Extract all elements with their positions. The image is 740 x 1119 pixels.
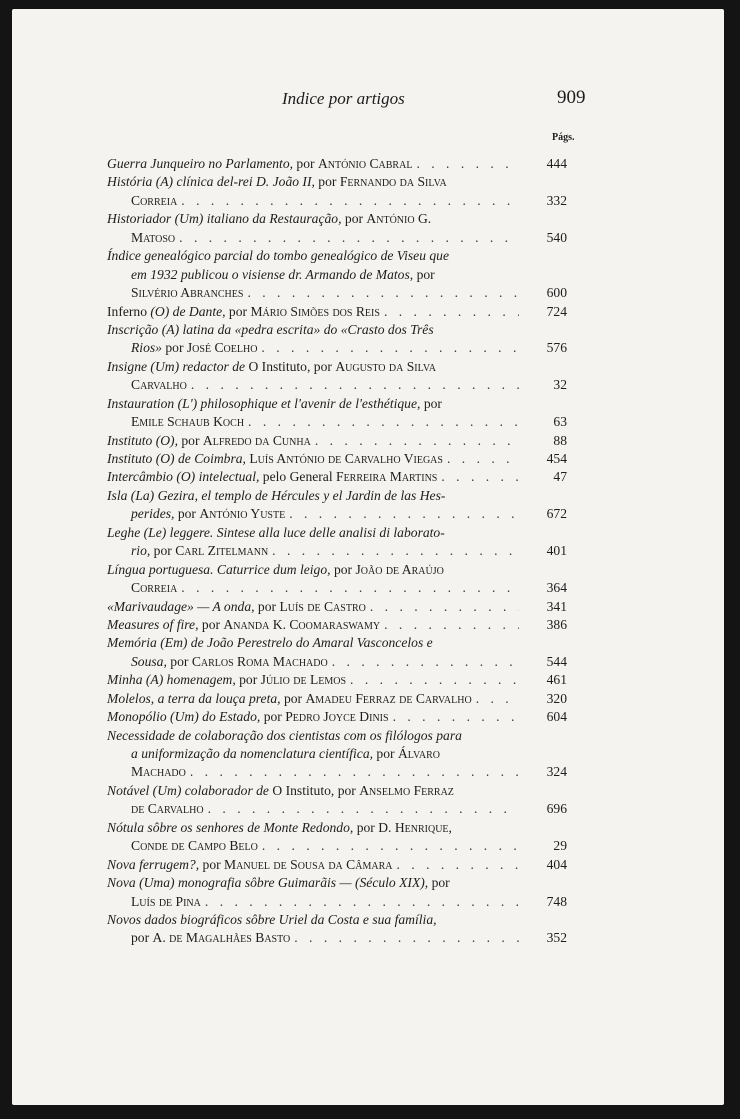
entry-text-segment: José Coelho bbox=[186, 340, 258, 356]
entry-text-segment: por bbox=[254, 598, 280, 614]
leader-dots bbox=[294, 929, 519, 947]
entry-text-segment: Machado bbox=[131, 764, 186, 780]
index-entry bbox=[107, 819, 567, 856]
entry-text-segment: em 1932 publicou o visiense dr. Armando de Matos, bbox=[131, 266, 414, 282]
entry-text bbox=[131, 284, 243, 302]
entry-text bbox=[107, 671, 346, 689]
leader-dots bbox=[315, 432, 519, 450]
entry-page-number: 600 bbox=[546, 285, 567, 301]
entry-line bbox=[107, 524, 567, 542]
entry-text-segment: por bbox=[174, 506, 200, 522]
leader-dots bbox=[396, 856, 519, 874]
entry-text-segment: Carlos Roma Machado bbox=[191, 653, 328, 669]
entry-text-segment: António Cabral bbox=[317, 156, 413, 171]
index-entry bbox=[107, 708, 567, 726]
entry-text-segment: por bbox=[177, 432, 203, 448]
entry-line bbox=[107, 395, 567, 413]
entry-text-segment: por bbox=[260, 709, 286, 725]
leader-dots bbox=[384, 616, 519, 634]
index-entry bbox=[107, 210, 567, 247]
entry-text-segment: Ananda K. Coomaraswamy bbox=[223, 616, 381, 632]
entry-text-segment: por bbox=[198, 616, 224, 632]
index-entry bbox=[107, 874, 567, 911]
entry-text bbox=[107, 562, 444, 577]
entry-page-number: 540 bbox=[546, 229, 567, 245]
leader-dots bbox=[208, 800, 519, 818]
entry-text bbox=[107, 616, 380, 634]
running-header bbox=[12, 89, 724, 119]
entry-line bbox=[107, 173, 567, 191]
entry-line bbox=[107, 155, 567, 173]
entry-text bbox=[107, 248, 449, 263]
entry-line bbox=[107, 561, 567, 579]
entry-text bbox=[131, 267, 435, 282]
entry-line bbox=[107, 321, 567, 339]
entry-line bbox=[107, 893, 567, 911]
entry-page-number: 324 bbox=[546, 764, 567, 780]
entry-text-segment: Língua portuguesa. Caturrice dum leigo, bbox=[107, 561, 331, 577]
leader-dots bbox=[179, 229, 519, 247]
entry-text-segment: Memória (Em) de João Perestrelo do Amaral Vasconcelos e bbox=[107, 635, 433, 651]
entry-line bbox=[107, 542, 567, 560]
entry-page-number: 404 bbox=[546, 856, 567, 872]
entry-text-segment: pelo General bbox=[259, 469, 337, 485]
entry-text-segment: Ferreira Martins bbox=[336, 469, 438, 485]
entry-text-segment: por bbox=[420, 395, 442, 411]
leader-dots bbox=[332, 653, 519, 671]
entry-text bbox=[107, 488, 445, 503]
leader-dots bbox=[272, 542, 519, 560]
leader-dots bbox=[384, 303, 519, 321]
entry-text-segment: Rios» bbox=[131, 340, 162, 356]
entry-text-segment: Matoso bbox=[131, 229, 176, 245]
entry-text bbox=[131, 653, 328, 671]
entry-page-number: 604 bbox=[546, 709, 567, 725]
entry-line bbox=[107, 450, 567, 468]
entry-text-segment: de Carvalho bbox=[131, 801, 204, 817]
entry-text-segment: por bbox=[280, 690, 306, 706]
entry-text-segment: Notável (Um) colaborador de bbox=[107, 782, 273, 798]
entry-text bbox=[131, 542, 268, 560]
index-entry bbox=[107, 487, 567, 524]
entry-text-segment: a uniformização da nomenclatura científica, bbox=[131, 746, 374, 761]
index-entry bbox=[107, 321, 567, 358]
entry-text-segment: Inferno bbox=[107, 303, 151, 319]
entry-text-segment: João de Araújo bbox=[355, 561, 444, 577]
entry-text bbox=[131, 505, 285, 523]
entry-page-number: 364 bbox=[546, 580, 567, 596]
entry-text bbox=[107, 432, 311, 450]
entry-text-segment: O Instituto, por bbox=[272, 782, 360, 798]
entry-text-segment: Measures of fire, bbox=[107, 616, 199, 632]
entry-text-segment: Correia bbox=[131, 192, 178, 208]
leader-dots bbox=[190, 763, 519, 781]
index-entry bbox=[107, 690, 567, 708]
leader-dots bbox=[191, 376, 519, 394]
entry-text bbox=[107, 525, 445, 540]
entry-line bbox=[107, 192, 567, 210]
entry-text-segment: Índice genealógico parcial do tombo genealógico de Viseu que bbox=[107, 248, 450, 264]
entry-line bbox=[107, 819, 567, 837]
entry-line bbox=[107, 266, 567, 284]
entry-line bbox=[107, 745, 567, 763]
entry-text-segment: Instauration (L') philosophique et l'avenir de l'esthétique, bbox=[107, 395, 421, 411]
entry-text-segment: Álvaro bbox=[397, 746, 440, 761]
entry-line bbox=[107, 874, 567, 892]
index-entry bbox=[107, 432, 567, 450]
entry-line bbox=[107, 653, 567, 671]
leader-dots bbox=[476, 690, 519, 708]
leader-dots bbox=[248, 413, 519, 431]
entry-text bbox=[107, 211, 431, 226]
entry-line bbox=[107, 247, 567, 265]
entry-line bbox=[107, 303, 567, 321]
entry-text bbox=[131, 929, 290, 947]
pages-column-label: Págs. bbox=[552, 132, 575, 143]
leader-dots bbox=[181, 192, 519, 210]
entry-text bbox=[131, 837, 258, 855]
entry-line bbox=[107, 911, 567, 929]
entry-text-segment: Nova ferrugem?, bbox=[107, 856, 200, 872]
entry-text-segment: Alfredo da Cunha bbox=[202, 432, 311, 448]
entry-page-number: 696 bbox=[546, 801, 567, 817]
index-entry bbox=[107, 468, 567, 486]
entry-page-number: 576 bbox=[546, 340, 567, 356]
entry-text-segment: Amadeu Ferraz de Carvalho bbox=[305, 690, 472, 706]
entry-text bbox=[131, 763, 186, 781]
leader-dots bbox=[205, 893, 519, 911]
entry-text bbox=[107, 468, 437, 486]
entry-page-number: 748 bbox=[546, 893, 567, 909]
entry-text-segment: por bbox=[373, 746, 398, 761]
entry-text-segment: por bbox=[353, 819, 379, 835]
leader-dots bbox=[181, 579, 519, 597]
book-page bbox=[12, 9, 724, 1105]
entry-page-number: 386 bbox=[546, 616, 567, 632]
entry-text-segment: por bbox=[235, 672, 261, 688]
index-entry bbox=[107, 671, 567, 689]
leader-dots bbox=[350, 671, 519, 689]
entry-text bbox=[131, 376, 187, 394]
entry-text-segment: Leghe (Le) leggere. Sintese alla luce delle analisi di laborato- bbox=[107, 524, 445, 540]
article-index-list bbox=[107, 155, 567, 948]
entry-text-segment: Instituto (O) de Coimbra, bbox=[107, 451, 246, 466]
entry-text-segment: por bbox=[150, 543, 176, 559]
entry-text-segment: Silvério Abranches bbox=[131, 285, 244, 301]
entry-text bbox=[107, 690, 472, 708]
index-entry bbox=[107, 727, 567, 782]
entry-page-number: 32 bbox=[553, 377, 567, 393]
leader-dots bbox=[447, 450, 519, 468]
entry-text-segment: Augusto da Silva bbox=[335, 358, 436, 374]
entry-text-segment: D. Henrique, bbox=[378, 819, 452, 835]
entry-page-number: 444 bbox=[546, 156, 567, 171]
entry-text-segment: Minha (A) homenagem, bbox=[107, 672, 236, 688]
entry-text-segment: Sousa, bbox=[131, 653, 167, 669]
entry-text-segment: Instituto (O), bbox=[107, 432, 178, 448]
entry-page-number: 352 bbox=[546, 930, 567, 946]
entry-text bbox=[107, 450, 443, 468]
entry-text-segment: Inscrição (A) latina da «pedra escrita» do «Crasto dos Três bbox=[107, 321, 434, 337]
index-entry bbox=[107, 358, 567, 395]
entry-text-segment: Mário Simões dos Reis bbox=[250, 303, 380, 319]
entry-line bbox=[107, 210, 567, 228]
entry-text bbox=[107, 708, 389, 726]
entry-page-number: 29 bbox=[553, 838, 567, 854]
entry-text-segment: por bbox=[341, 211, 367, 227]
entry-page-number: 47 bbox=[553, 469, 567, 485]
entry-text-segment: (O) de Dante, bbox=[150, 303, 226, 319]
entry-text-segment: Anselmo Ferraz bbox=[359, 782, 454, 798]
index-entry bbox=[107, 247, 567, 302]
entry-line bbox=[107, 358, 567, 376]
entry-text-segment: por bbox=[199, 856, 225, 872]
entry-text-segment: Nótula sôbre os senhores de Monte Redondo, bbox=[107, 819, 354, 835]
entry-line bbox=[107, 229, 567, 247]
index-entry bbox=[107, 395, 567, 432]
leader-dots bbox=[416, 155, 519, 173]
entry-text-segment: Molelos, a terra da louça preta, bbox=[107, 690, 281, 706]
header-title: Indice por artigos bbox=[282, 89, 405, 108]
entry-text-segment: Pedro Joyce Dinis bbox=[285, 709, 389, 725]
entry-text-segment: António G. bbox=[366, 211, 432, 227]
entry-text bbox=[131, 413, 244, 431]
entry-line bbox=[107, 837, 567, 855]
entry-page-number: 320 bbox=[546, 690, 567, 706]
entry-page-number: 88 bbox=[553, 432, 567, 448]
entry-line bbox=[107, 616, 567, 634]
entry-line bbox=[107, 598, 567, 616]
entry-line bbox=[107, 634, 567, 652]
entry-text-segment: por bbox=[161, 340, 187, 356]
entry-text-segment: rio, bbox=[131, 543, 151, 559]
entry-text-segment: Carl Zitelmann bbox=[175, 543, 269, 559]
entry-page-number: 332 bbox=[546, 192, 567, 208]
entry-page-number: 401 bbox=[546, 543, 567, 559]
entry-text bbox=[107, 174, 447, 189]
entry-line bbox=[107, 727, 567, 745]
entry-line bbox=[107, 284, 567, 302]
entry-text bbox=[107, 598, 366, 616]
entry-page-number: 724 bbox=[546, 303, 567, 319]
entry-line bbox=[107, 690, 567, 708]
entry-line bbox=[107, 339, 567, 357]
entry-text-segment: Luís de Castro bbox=[279, 598, 366, 614]
entry-text bbox=[107, 359, 436, 374]
entry-text bbox=[107, 396, 442, 411]
entry-text-segment: Emile Schaub Koch bbox=[131, 414, 245, 430]
entry-text bbox=[107, 912, 437, 927]
entry-text bbox=[131, 800, 204, 818]
entry-text-segment: António Yuste bbox=[199, 506, 286, 522]
entry-text-segment: Fernando da Silva bbox=[339, 174, 447, 190]
entry-text-segment: Novos dados biográficos sôbre Uriel da Costa e sua família, bbox=[107, 911, 437, 927]
entry-line bbox=[107, 487, 567, 505]
entry-text bbox=[131, 893, 201, 911]
leader-dots bbox=[262, 837, 519, 855]
entry-line bbox=[107, 929, 567, 947]
entry-text-segment: por bbox=[131, 930, 153, 946]
entry-line bbox=[107, 671, 567, 689]
entry-text-segment: por bbox=[225, 303, 251, 319]
entry-text bbox=[107, 635, 433, 650]
entry-text-segment: por bbox=[330, 561, 356, 577]
index-entry bbox=[107, 173, 567, 210]
entry-text-segment: Intercâmbio (O) intelectual, bbox=[107, 469, 260, 485]
index-entry bbox=[107, 561, 567, 598]
entry-text bbox=[131, 229, 175, 247]
entry-text bbox=[107, 856, 392, 874]
entry-text bbox=[107, 728, 462, 743]
entry-text bbox=[107, 875, 450, 890]
index-entry bbox=[107, 303, 567, 321]
entry-page-number: 461 bbox=[546, 672, 567, 688]
entry-text-segment: «Marivaudage» — A onda, bbox=[107, 598, 255, 614]
entry-text-segment: Necessidade de colaboração dos cientistas com os filólogos para bbox=[107, 727, 462, 743]
entry-line bbox=[107, 763, 567, 781]
entry-text-segment: Correia bbox=[131, 580, 178, 596]
entry-page-number: 63 bbox=[553, 414, 567, 430]
entry-line bbox=[107, 505, 567, 523]
index-entry bbox=[107, 155, 567, 173]
index-entry bbox=[107, 450, 567, 468]
index-entry bbox=[107, 524, 567, 561]
entry-line bbox=[107, 468, 567, 486]
entry-line bbox=[107, 579, 567, 597]
entry-text-segment: História (A) clínica del-rei D. João II, bbox=[107, 174, 315, 190]
entry-text-segment: por bbox=[428, 875, 450, 891]
entry-text-segment: Luís António de Carvalho Viegas bbox=[249, 451, 443, 466]
leader-dots bbox=[370, 598, 519, 616]
entry-text-segment: Insigne (Um) redactor de bbox=[107, 358, 249, 374]
entry-text-segment: por bbox=[293, 156, 318, 171]
index-entry bbox=[107, 598, 567, 616]
entry-text bbox=[107, 155, 412, 173]
entry-text-segment: Carvalho bbox=[131, 377, 187, 393]
entry-text-segment: perides, bbox=[131, 506, 175, 522]
index-entry bbox=[107, 911, 567, 948]
entry-line bbox=[107, 708, 567, 726]
entry-text bbox=[107, 783, 454, 798]
entry-text-segment: Guerra Junqueiro no Parlamento, bbox=[107, 156, 294, 171]
leader-dots bbox=[393, 708, 519, 726]
entry-line bbox=[107, 413, 567, 431]
entry-text-segment: Manuel de Sousa da Câmara bbox=[224, 856, 393, 872]
entry-text-segment: Historiador (Um) italiano da Restauração, bbox=[107, 211, 342, 227]
entry-text-segment: O Instituto, por bbox=[248, 358, 336, 374]
index-entry bbox=[107, 856, 567, 874]
entry-line bbox=[107, 800, 567, 818]
entry-text-segment: A. de Magalhães Basto bbox=[152, 930, 291, 946]
entry-text-segment: Júlio de Lemos bbox=[260, 672, 347, 688]
entry-text bbox=[107, 322, 434, 337]
leader-dots bbox=[441, 468, 519, 486]
leader-dots bbox=[261, 339, 519, 357]
entry-text-segment: Nova (Uma) monografia sôbre Guimarãis — (Século XIX), bbox=[107, 875, 429, 891]
index-entry bbox=[107, 634, 567, 671]
entry-text bbox=[107, 820, 452, 835]
entry-text bbox=[131, 339, 257, 357]
entry-page-number: 672 bbox=[546, 506, 567, 522]
entry-line bbox=[107, 432, 567, 450]
entry-text-segment: Isla (La) Gezira, el templo de Hércules y el Jardin de las Hes- bbox=[107, 487, 446, 503]
page-number: 909 bbox=[557, 87, 586, 108]
entry-line bbox=[107, 856, 567, 874]
entry-text bbox=[107, 303, 380, 321]
entry-text bbox=[131, 579, 177, 597]
entry-text bbox=[131, 192, 177, 210]
entry-text-segment: por bbox=[166, 653, 192, 669]
leader-dots bbox=[247, 284, 519, 302]
entry-text bbox=[131, 746, 440, 761]
entry-text-segment: por bbox=[314, 174, 340, 190]
entry-page-number: 454 bbox=[546, 451, 567, 466]
entry-line bbox=[107, 782, 567, 800]
entry-page-number: 341 bbox=[546, 598, 567, 614]
entry-page-number: 544 bbox=[546, 653, 567, 669]
entry-line bbox=[107, 376, 567, 394]
entry-text-segment: Monopólio (Um) do Estado, bbox=[107, 709, 261, 725]
index-entry bbox=[107, 616, 567, 634]
entry-text-segment: por bbox=[413, 266, 435, 282]
index-entry bbox=[107, 782, 567, 819]
entry-text-segment: Luís de Pina bbox=[131, 893, 201, 909]
leader-dots bbox=[289, 505, 519, 523]
entry-text-segment: Conde de Campo Belo bbox=[131, 838, 258, 854]
